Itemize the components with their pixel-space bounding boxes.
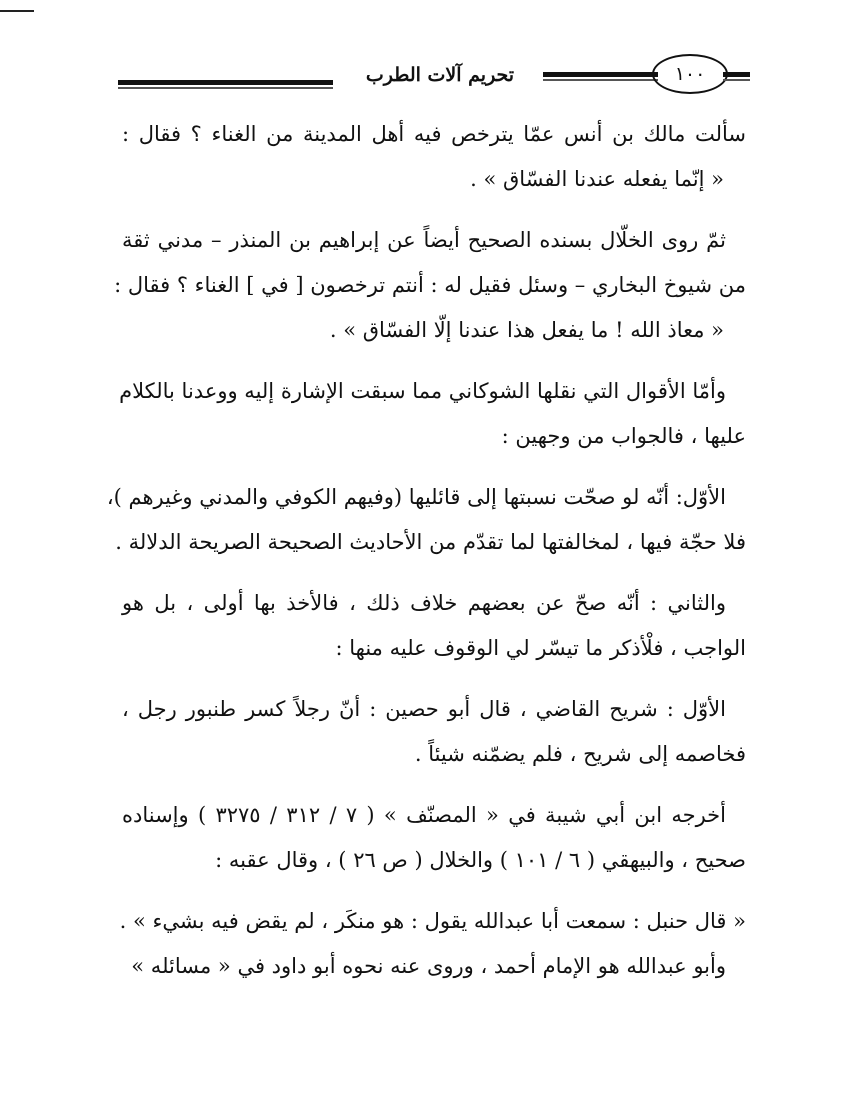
paragraph bbox=[122, 581, 746, 671]
header-rule bbox=[723, 72, 750, 77]
text-line: الأوّل : شريح القاضي ، قال أبو حصين : أنّ رجلاً كسر طنبور رجل ، bbox=[122, 697, 726, 721]
header-rule bbox=[723, 79, 750, 81]
text-line: « معاذ الله ! ما يفعل هذا عندنا إلّا الفسّاق » . bbox=[329, 318, 724, 342]
text-line: « إنّما يفعله عندنا الفسّاق » . bbox=[470, 167, 724, 191]
running-title: تحريم آلات الطرب bbox=[365, 64, 515, 86]
paragraph bbox=[122, 687, 746, 777]
text-line: أخرجه ابن أبي شيبة في « المصنّف » ( ٧ / ٣١٢ / ٣٢٧٥ ) وإسناده bbox=[122, 803, 726, 827]
paragraph bbox=[114, 218, 746, 353]
text-line: عليها ، فالجواب من وجهين : bbox=[501, 424, 746, 448]
text-line: « قال حنبل : سمعت أبا عبدالله يقول : هو منكَر ، لم يقض فيه بشيء » . bbox=[119, 909, 746, 933]
page-header bbox=[118, 52, 750, 98]
page-number: ١٠٠ bbox=[652, 54, 728, 94]
text-line: صحيح ، والبيهقي ( ٦ / ١٠١ ) والخلال ( ص ٢٦ ) ، وقال عقبه : bbox=[215, 848, 746, 872]
text-line: من شيوخ البخاري – وسئل فقيل له : أنتم ترخصون [ في ] الغناء ؟ فقال : bbox=[114, 273, 746, 297]
text-line: ثمّ روى الخلّال بسنده الصحيح أيضاً عن إبراهيم بن المنذر – مدني ثقة bbox=[122, 228, 726, 252]
text-line: فلا حجّة فيها ، لمخالفتها لما تقدّم من الأحاديث الصحيحة الصريحة الدلالة . bbox=[115, 530, 746, 554]
paragraph bbox=[119, 899, 746, 989]
paragraph bbox=[122, 793, 746, 883]
paragraph bbox=[119, 369, 746, 459]
text-line: فخاصمه إلى شريح ، فلم يضمّنه شيئاً . bbox=[414, 742, 746, 766]
paragraph bbox=[122, 112, 746, 202]
text-line: وأبو عبدالله هو الإمام أحمد ، وروى عنه نحوه أبو داود في « مسائله » bbox=[131, 954, 726, 978]
text-line: الأوّل: أنّه لو صحّت نسبتها إلى قائليها (وفيهم الكوفي والمدني وغيرهم )، bbox=[106, 485, 726, 509]
header-rule bbox=[543, 72, 658, 77]
text-line: الواجب ، فلْأذكر ما تيسّر لي الوقوف عليه منها : bbox=[335, 636, 746, 660]
page-body bbox=[106, 112, 746, 989]
header-rule bbox=[118, 80, 333, 85]
corner-mark bbox=[0, 0, 34, 12]
text-line: سألت مالك بن أنس عمّا يترخص فيه أهل المدينة من الغناء ؟ فقال : bbox=[122, 122, 746, 146]
header-rule bbox=[118, 87, 333, 89]
paragraph bbox=[106, 475, 746, 565]
text-line: والثاني : أنّه صحّ عن بعضهم خلاف ذلك ، فالأخذ بها أولى ، بل هو bbox=[122, 591, 726, 615]
text-line: وأمّا الأقوال التي نقلها الشوكاني مما سبقت الإشارة إليه ووعدنا بالكلام bbox=[119, 379, 726, 403]
header-rule bbox=[543, 79, 658, 81]
